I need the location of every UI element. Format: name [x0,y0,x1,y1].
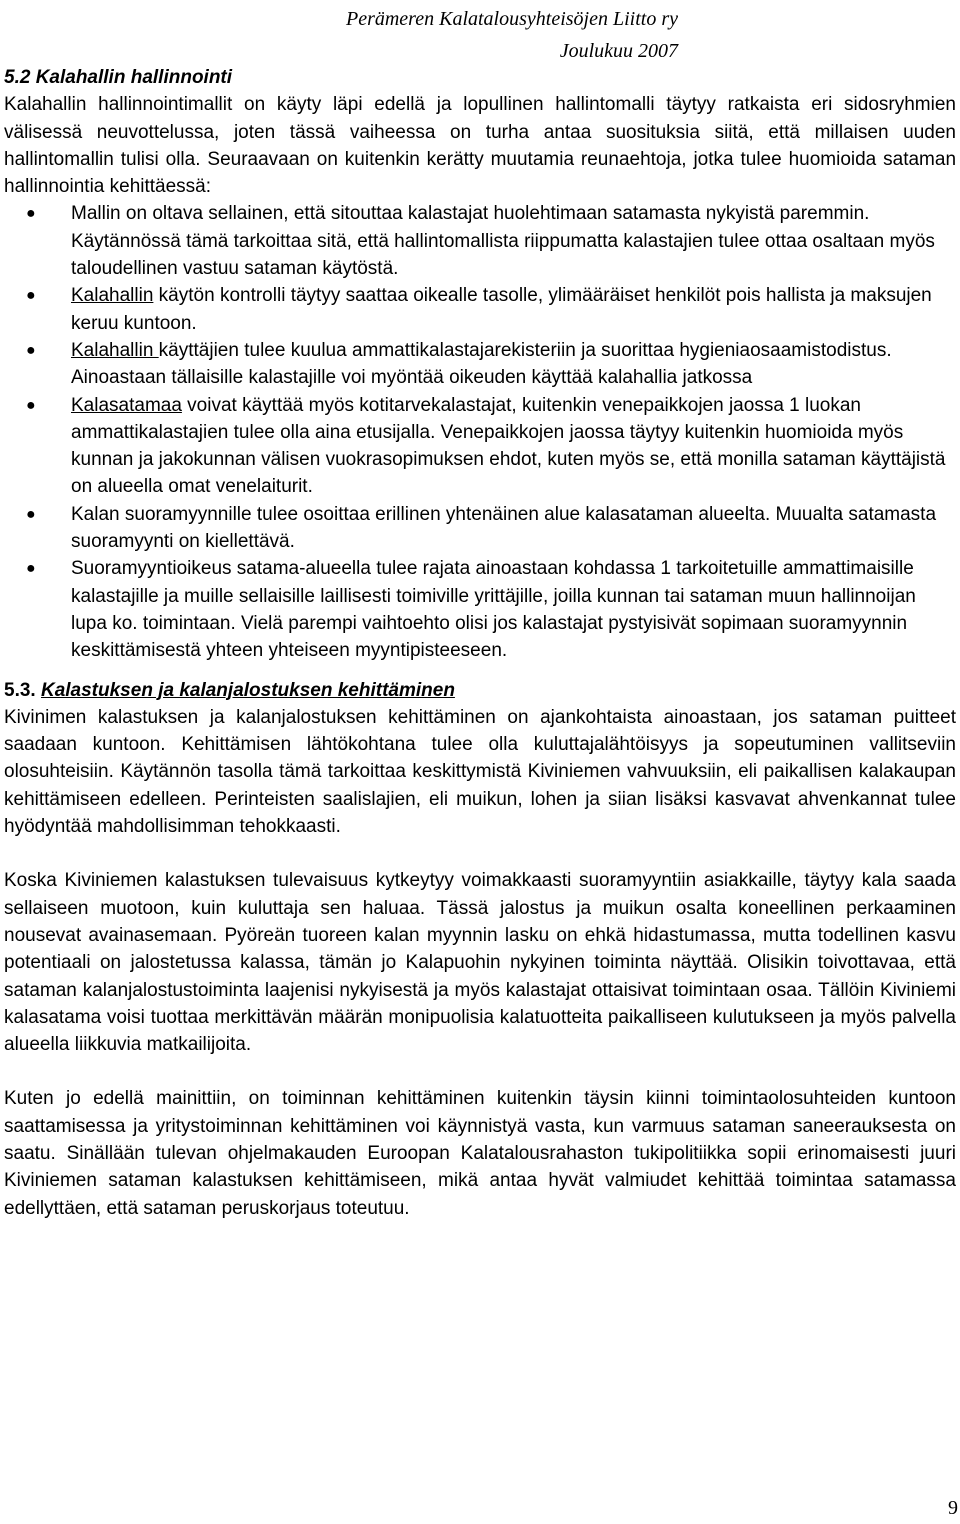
section-5-3-paragraph-3: Kuten jo edellä mainittiin, on toiminnan kehittäminen kuitenkin täysin kiinni toimintaolosuhteiden kuntoon saattamisessa ja yritystoiminnan kehittäminen voi käynnistyä vasta, kun varmuus sataman saneerauksesta on saatu. Sinällään tulevan ohjelmakauden Euroopan Kalatalousrahaston tukipolitiikka sopii erinomaisesti juuri Kiviniemen sataman kalastuksen kehittämiseen, mikä antaa hyvät valmiudet kehittää toimintaa satamassa edellyttäen, että sataman peruskorjaus toteutuu. [4,1088,956,1219]
header-organization: Perämeren Kalatalousyhteisöjen Liitto ry [345,8,678,30]
bullet-icon: ● [26,287,36,305]
underlined-term: Kalahallin [71,339,159,361]
bullet-icon: ● [26,396,36,414]
list-item [4,501,956,556]
list-item-text: käytön kontrolli täytyy saattaa oikealle tasolle, ylimääräiset henkilöt pois hallista ja maksujen keruu kuntoon. [71,285,932,334]
list-item [4,392,956,501]
bullet-icon: ● [26,560,36,578]
header-date: Joulukuu 2007 [559,40,678,62]
section-5-3-heading-text: Kalastuksen ja kalanjalostuksen kehittäminen [40,679,455,701]
underlined-term: Kalasatamaa [71,394,182,416]
section-5-2-title: 5.2 Kalahallin hallinnointi [4,67,233,88]
section-5-3-title [4,677,956,704]
intro-sentence-a: Kalahallin hallinnointimallit on käyty läpi edellä ja lopullinen hallintomalli täytyy ratkaista eri sidosryhmien välisessä neuvottelussa, joten tässä vaiheessa on turha antaa suosituksia siitä, että millaisen uuden hallintomallin tulisi olla. [4,94,956,170]
requirements-list [4,200,956,664]
underlined-term: Kalahallin [71,285,154,307]
list-item [4,337,956,392]
bullet-icon: ● [26,341,36,359]
section-5-3-paragraph-1: Kivinimen kalastuksen ja kalanjalostuksen kehittäminen on ajankohtaista ainoastaan, jos sataman puitteet saadaan kuntoon. Kehittämisen lähtökohtana tulee olla kuluttajalähtöisyys ja sopeutuminen vallitseviin olosuhteisiin. Käytännön tasolla tämä tarkoittaa keskittymistä Kiviniemen vahvuuksiin, eli paikallisen kalakaupan kehittämiseen edelleen. Perinteisten saalislajien, eli muikun, lohen ja siian lisäksi kasvavat ahvenkannat tulee hyödyntää mahdollisimman tehokkaasti. [4,706,956,838]
intro-sentence-b: Seuraavaan on kuitenkin kerätty muutamia reunaehtoja, jotka tulee huomioida sataman hallinnointia kehittäessä: [4,148,957,198]
list-item-text: käyttäjien tulee kuulua ammattikalastajarekisteriin ja suorittaa hygieniaosaamistodistus. Ainoastaan tällaisille kalastajille voi myöntää oikeuden käyttää kalahallia jatkossa [71,339,892,389]
list-item [4,200,956,282]
list-item-text: Suoramyyntioikeus satama-alueella tulee rajata ainoastaan kohdassa 1 tarkoitetuille ammattimaisille kalastajille ja muille sellaisille laillisesti toimiville yrittäjille, joilla kunnan tai sataman muun hallinnoijan lupa ko. toimintaan. Vielä parempi vaihtoehto olisi jos kalastajat pystyisivät sopimaan suoramyynnin keskittämisestä yhteen yhteiseen myyntipisteeseen. [71,558,916,662]
bullet-icon: ● [26,505,36,523]
page-number: 9 [948,1497,958,1519]
document-body [4,64,956,1222]
list-item [4,282,956,337]
section-5-2-intro [4,91,956,200]
bullet-icon: ● [26,205,36,223]
list-item-text: voivat käyttää myös kotitarvekalastajat, kuitenkin venepaikkojen jaossa 1 luokan ammattikalastajien tulee olla aina etusijalla. Venepaikkojen jaossa täytyy kuitenkin huomioida myös kunnan ja jakokunnan välisen vuokrasopimuksen ehdot, kuten myös se, että monilla sataman käyttäjistä on alueella omat venelaiturit. [71,394,946,498]
list-item-text: Kalan suoramyynnille tulee osoittaa erillinen yhtenäinen alue kalasataman alueelta. Muualta satamasta suoramyynti on kiellettävä. [71,503,937,553]
section-5-3-number: 5.3. [4,679,41,701]
page-header [346,3,678,67]
section-5-3-paragraph-2: Koska Kiviniemen kalastuksen tulevaisuus kytkeytyy voimakkaasti suoramyyntiin asiakkaille, täytyy kala saada sellaiseen muotoon, kuin kuluttaja sen haluaa. Tässä jalostus ja muikun osalta koneellinen perkaaminen nousevat avainasemaan. Pyöreän tuoreen kalan myynnin lasku on ehkä hidastumassa, mutta todellinen kasvu potentiaali on jalostetussa kalassa, tämän jo Kalapuohin nykyinen toiminta näyttää. Olisikin toivottavaa, että sataman kalanjalostustoiminta laajenisi nykyisestä ja myös kalastajat ottaisivat toimintaan osaa. Tällöin Kiviniemi kalasatama voisi tuottaa merkittävän määrän monipuolisia kalatuotteita paikalliseen kulutukseen ja myös palvella alueella liikkuvia matkailijoita. [4,870,956,1056]
list-item [4,555,956,664]
list-item-text: Mallin on oltava sellainen, että sitouttaa kalastajat huolehtimaan satamasta nykyistä paremmin. Käytännössä tämä tarkoittaa sitä, että hallintomallista riippumatta kalastajien tulee ottaa osaltaan myös taloudellinen vastuu sataman käytöstä. [71,203,935,280]
